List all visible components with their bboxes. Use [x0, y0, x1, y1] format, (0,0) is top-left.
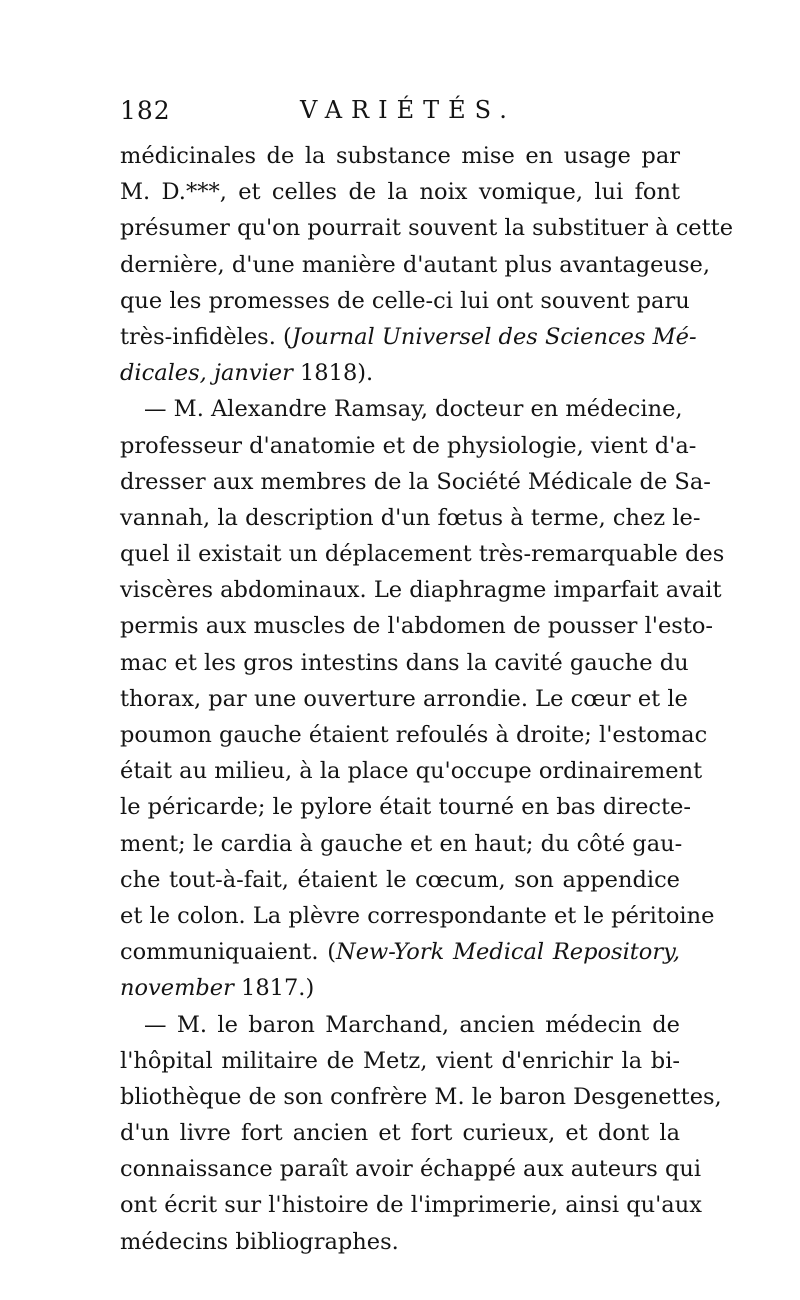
text-line — [120, 970, 680, 1006]
citation-italic: New-York Medical Repository, — [336, 939, 680, 966]
text-line: et le colon. La plèvre correspondante et le péritoine — [120, 902, 715, 929]
text-line: vannah, la description d'un fœtus à terme, chez le- — [120, 504, 701, 531]
text-line: mac et les gros intestins dans la cavité gauche du — [120, 649, 689, 676]
text-line: M. D.***, et celles de la noix vomique, lui font — [120, 179, 680, 206]
running-head: VARIÉTÉS. — [300, 96, 516, 124]
text-line: ont écrit sur l'histoire de l'imprimerie, ainsi qu'aux — [120, 1192, 702, 1219]
text-line: thorax, par une ouverture arrondie. Le cœur et le — [120, 685, 688, 712]
text-line: médecins bibliographes. — [120, 1228, 399, 1255]
text-line: permis aux muscles de l'abdomen de pousser l'esto- — [120, 613, 714, 640]
text-line — [120, 355, 680, 391]
text-line: quel il existait un déplacement très-remarquable des — [120, 541, 725, 568]
text-line: professeur d'anatomie et de physiologie, vient d'a- — [120, 432, 697, 459]
text-line: — M. Alexandre Ramsay, docteur en médecine, — [144, 396, 683, 423]
text-line: dresser aux membres de la Société Médicale de Sa- — [120, 468, 711, 495]
citation-italic: Journal Universel des Sciences Mé- — [291, 323, 697, 350]
text-line: bliothèque de son confrère M. le baron Desgenettes, — [120, 1083, 722, 1110]
text-line: connaissance paraît avoir échappé aux auteurs qui — [120, 1156, 702, 1183]
text-line: poumon gauche étaient refoulés à droite; l'estomac — [120, 722, 708, 748]
line-roman: très-infidèles. ( — [120, 323, 292, 350]
text-line: médicinales de la substance mise en usage par — [120, 143, 680, 169]
text-line: d'un livre fort ancien et fort curieux, et dont la — [120, 1120, 680, 1147]
text-line: ment; le cardia à gauche et en haut; du côté gau- — [120, 830, 683, 857]
text-line — [120, 934, 680, 970]
text-line: présumer qu'on pourrait souvent la substituer à cette — [120, 215, 734, 242]
text-line: que les promesses de celle-ci lui ont souvent paru — [120, 287, 690, 314]
body-text — [120, 138, 734, 1260]
citation-italic: dicales, janvier — [120, 360, 293, 387]
text-line: viscères abdominaux. Le diaphragme imparfait avait — [120, 577, 722, 604]
text-line — [120, 319, 697, 355]
text-line: était au milieu, à la place qu'occupe ordinairement — [120, 758, 703, 785]
text-line: l'hôpital militaire de Metz, vient d'enrichir la bi- — [120, 1047, 680, 1074]
text-line: dernière, d'une manière d'autant plus avantageuse, — [120, 251, 710, 278]
line-roman: 1818). — [292, 360, 374, 387]
citation-italic: november — [120, 975, 234, 1002]
page-header — [120, 96, 680, 136]
text-line: che tout-à-fait, étaient le cœcum, son appendice — [120, 866, 680, 893]
line-roman: communiquaient. ( — [120, 939, 336, 966]
text-line: — M. le baron Marchand, ancien médecin de — [144, 1011, 680, 1038]
page-number: 182 — [120, 96, 171, 125]
text-line: le péricarde; le pylore était tourné en bas directe- — [120, 794, 691, 821]
line-roman: 1817.) — [233, 975, 315, 1002]
